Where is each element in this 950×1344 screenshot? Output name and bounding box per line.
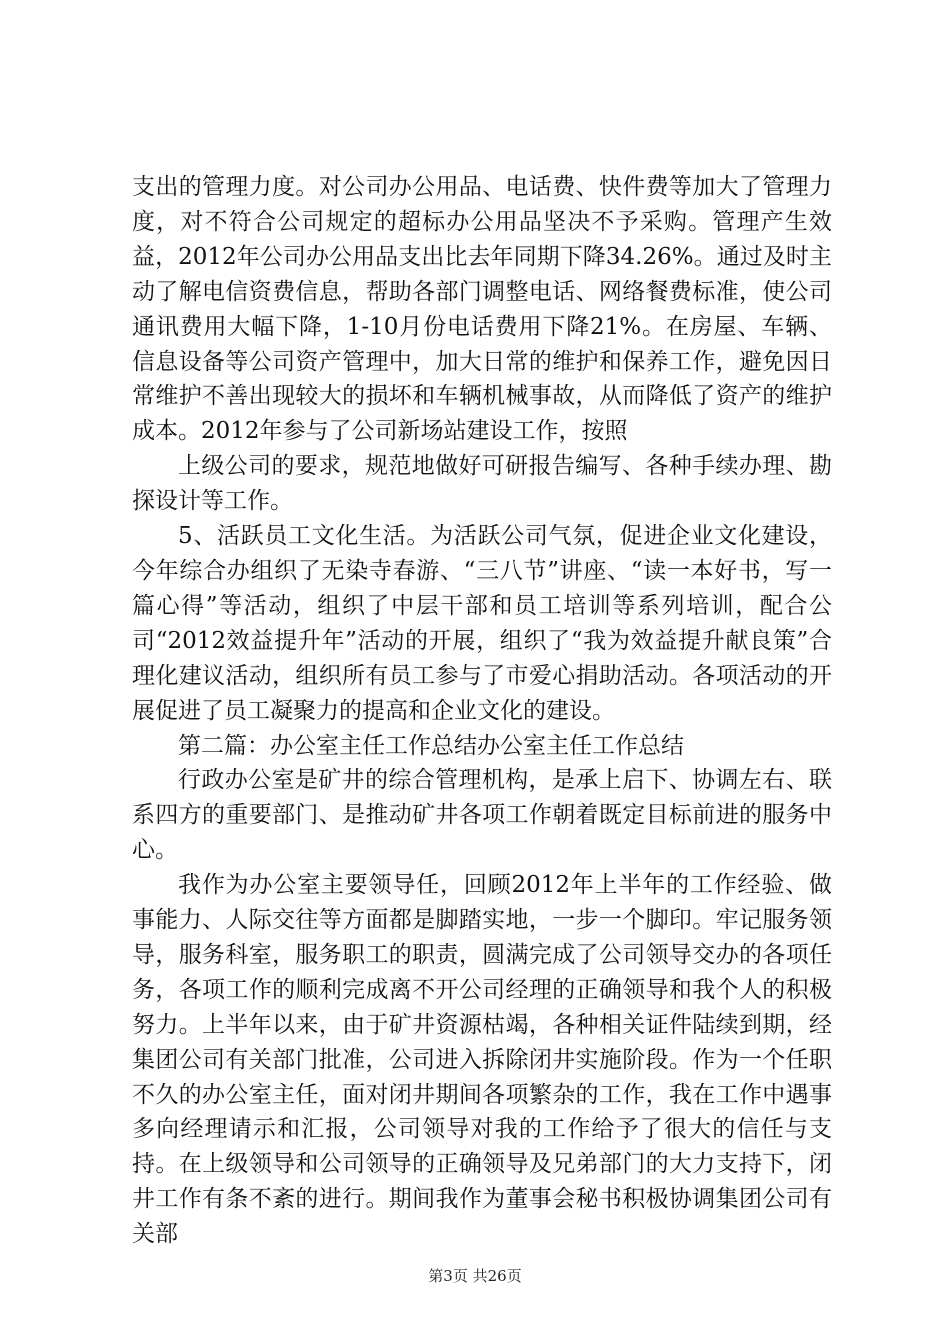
page-footer: 第3页 共26页: [428, 1267, 522, 1285]
paragraph-staff-culture: 5、活跃员工文化生活。为活跃公司气氛，促进企业文化建设，今年综合办组织了无染寺春游、“三八节”讲座、“读一本好书，写一篇心得”等活动，组织了中层干部和员工培训等系列培训，配合公司“2012效益提升年”活动的开展，组织了“我为效益提升献良策”合理化建议活动，组织所有员工参与了市爱心捐助活动。各项活动的开展促进了员工凝聚力的提高和企业文化的建设。: [132, 523, 832, 724]
paragraph-office-role: 行政办公室是矿井的综合管理机构，是承上启下、协调左右、联系四方的重要部门、是推动矿井各项工作朝着既定目标前进的服务中心。: [132, 767, 832, 864]
paragraph-personal-review: 我作为办公室主要领导任，回顾2012年上半年的工作经验、做事能力、人际交往等方面都是脚踏实地，一步一个脚印。牢记服务领导，服务科室，服务职工的职责，圆满完成了公司领导交办的各项任务，各项工作的顺利完成离不开公司经理的正确领导和我个人的积极努力。上半年以来，由于矿井资源枯竭，各种相关证件陆续到期，经集团公司有关部门批准，公司进入拆除闭井实施阶段。作为一个任职不久的办公室主任，面对闭井期间各项繁杂的工作，我在工作中遇事多向经理请示和汇报，公司领导对我的工作给予了很大的信任与支持。在上级领导和公司领导的正确领导及兄弟部门的大力支持下，闭井工作有条不紊的进行。期间我作为董事会秘书积极协调集团公司有关部: [132, 872, 832, 1248]
document-body: [132, 170, 832, 1252]
section-heading: 第二篇：办公室主任工作总结办公室主任工作总结: [178, 732, 684, 759]
paragraph-expense-management: 支出的管理力度。对公司办公用品、电话费、快件费等加大了管理力度，对不符合公司规定的超标办公用品坚决不予采购。管理产生效益，2012年公司办公用品支出比去年同期下降34.26%。通过及时主动了解电信资费信息，帮助各部门调整电话、网络餐费标准，使公司通讯费用大幅下降，1-10月份电话费用下降21%。在房屋、车辆、信息设备等公司资产管理中，加大日常的维护和保养工作，避免因日常维护不善出现较大的损坏和车辆机械事故，从而降低了资产的维护成本。2012年参与了公司新场站建设工作，按照: [132, 174, 832, 445]
paragraph-station-construction: 上级公司的要求，规范地做好可研报告编写、各种手续办理、勘探设计等工作。: [132, 453, 832, 515]
